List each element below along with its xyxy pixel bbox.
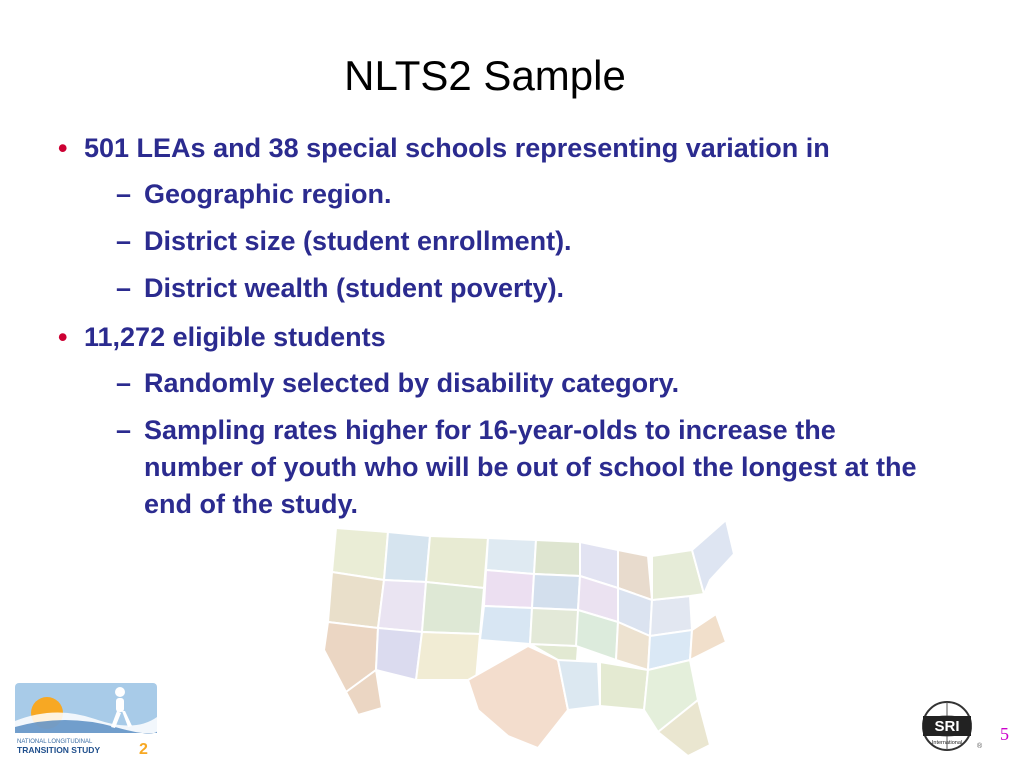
page-number: 5 bbox=[1000, 724, 1009, 744]
registered-mark: ® bbox=[977, 743, 983, 750]
dash-marker: – bbox=[116, 179, 132, 209]
dash-marker: – bbox=[116, 226, 132, 256]
sri-subtitle: International bbox=[931, 740, 963, 746]
sub-bullet-1-2-text: District size (student enrollment). bbox=[144, 226, 572, 256]
dash-marker: – bbox=[116, 415, 132, 445]
bullet-2 bbox=[58, 319, 978, 355]
slide-title: NLTS2 Sample bbox=[344, 52, 626, 99]
dash-marker: – bbox=[116, 273, 132, 303]
sri-name: SRI bbox=[934, 718, 960, 735]
nlts2-line2: TRANSITION STUDY bbox=[17, 745, 101, 755]
bullet-marker: • bbox=[58, 133, 68, 163]
nlts2-number: 2 bbox=[139, 741, 148, 755]
sub-bullet-1-1-text: Geographic region. bbox=[144, 179, 392, 209]
dash-marker: – bbox=[116, 368, 132, 398]
bullet-2-text: 11,272 eligible students bbox=[84, 322, 386, 352]
nlts2-line1: NATIONAL LONGITUDINAL bbox=[17, 739, 93, 745]
sub-bullet-2-2 bbox=[58, 412, 978, 523]
sub-bullet-2-1 bbox=[58, 365, 978, 402]
slide-body bbox=[58, 124, 978, 523]
sub-bullet-2-1-text: Randomly selected by disability category. bbox=[144, 368, 680, 398]
bullet-marker: • bbox=[58, 322, 68, 352]
sub-bullet-1-1 bbox=[58, 176, 978, 213]
bullet-1-text: 501 LEAs and 38 special schools representing variation in bbox=[84, 133, 830, 163]
sub-bullet-1-3 bbox=[58, 270, 978, 307]
sub-bullet-1-3-text: District wealth (student poverty). bbox=[144, 273, 565, 303]
nlts2-logo bbox=[15, 683, 157, 755]
sri-logo bbox=[917, 700, 987, 752]
bullet-1 bbox=[58, 130, 978, 166]
us-map-illustration bbox=[318, 510, 738, 760]
sub-bullet-2-2-text: Sampling rates higher for 16-year-olds to increase the number of youth who will be out of school the longest at the end of the study. bbox=[144, 415, 917, 519]
sub-bullet-1-2 bbox=[58, 223, 978, 260]
